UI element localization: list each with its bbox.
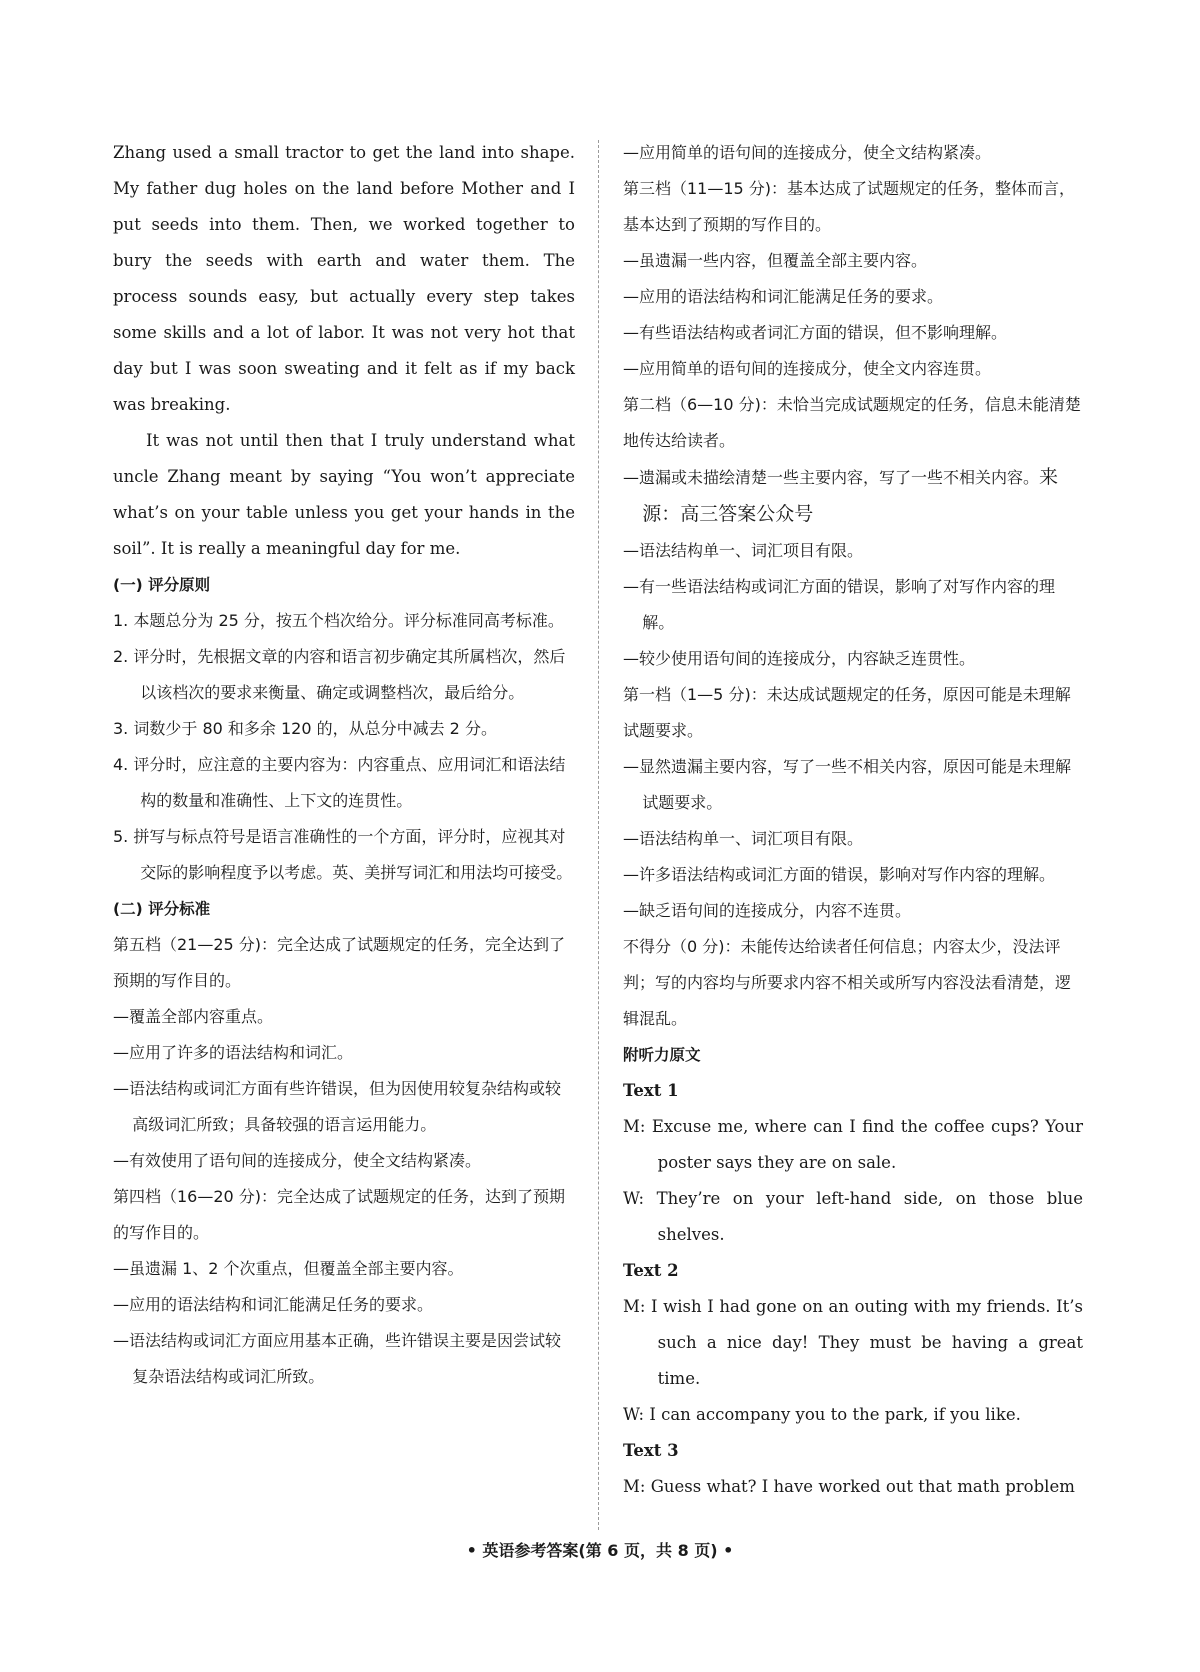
criterion-item: —许多语法结构或词汇方面的错误，影响对写作内容的理解。: [623, 865, 1056, 884]
criterion-item: —语法结构单一、词汇项目有限。: [623, 829, 864, 848]
criterion-item: —虽遗漏一些内容，但覆盖全部主要内容。: [623, 251, 928, 270]
criterion-item: —应用了许多的语法结构和词汇。: [113, 1043, 354, 1062]
grade-title: 第五档（21—25 分)：完全达成了试题规定的任务，完全达到了预期的写作目的。: [113, 935, 566, 990]
text-title: Text 1: [623, 1081, 679, 1100]
dialogue-line: M: Excuse me, where can I find the coffee cups? Your poster says they are on sale.: [623, 1117, 1083, 1172]
right-column: [623, 135, 1083, 1505]
grade-zero: 不得分（0 分)：未能传达给读者任何信息；内容太少，没法评判；写的内容均与所要求内容不相关或所写内容没法看清楚，逻辑混乱。: [623, 937, 1072, 1028]
criterion-item: —有一些语法结构或词汇方面的错误，影响了对写作内容的理解。: [623, 577, 1056, 632]
criterion-item: —应用的语法结构和词汇能满足任务的要求。: [113, 1295, 434, 1314]
text-title: Text 2: [623, 1261, 679, 1280]
source-note: 来源：高三答案公众号: [642, 466, 1059, 525]
left-column: [113, 135, 575, 1395]
principle-item: 4. 评分时，应注意的主要内容为：内容重点、应用词汇和语法结构的数量和准确性、上下文的连贯性。: [113, 755, 566, 810]
text-title: Text 3: [623, 1441, 679, 1460]
criterion-item: —应用的语法结构和词汇能满足任务的要求。: [623, 287, 944, 306]
column-divider: [598, 140, 599, 1530]
criterion-item: —语法结构单一、词汇项目有限。: [623, 541, 864, 560]
criterion-text: —遗漏或未描绘清楚一些主要内容，写了一些不相关内容。: [623, 468, 1040, 487]
criterion-item: —较少使用语句间的连接成分，内容缺乏连贯性。: [623, 649, 976, 668]
criterion-item: —应用简单的语句间的连接成分，使全文内容连贯。: [623, 359, 992, 378]
dialogue-line: W: I can accompany you to the park, if you like.: [623, 1405, 1021, 1424]
criterion-item: —语法结构或词汇方面有些许错误，但为因使用较复杂结构或较高级词汇所致；具备较强的语言运用能力。: [113, 1079, 562, 1134]
section-title: (一) 评分原则: [113, 576, 211, 594]
criterion-item: —应用简单的语句间的连接成分，使全文结构紧凑。: [623, 143, 992, 162]
grade-title: 第一档（1—5 分)：未达成试题规定的任务，原因可能是未理解试题要求。: [623, 685, 1071, 740]
grade-title: 第三档（11—15 分)：基本达成了试题规定的任务，整体而言，基本达到了预期的写作目的。: [623, 179, 1076, 234]
criterion-item: —显然遗漏主要内容，写了一些不相关内容，原因可能是未理解试题要求。: [623, 757, 1072, 812]
criterion-item: —有效使用了语句间的连接成分，使全文结构紧凑。: [113, 1151, 482, 1170]
principle-item: 2. 评分时，先根据文章的内容和语言初步确定其所属档次，然后以该档次的要求来衡量、确定或调整档次，最后给分。: [113, 647, 566, 702]
criterion-item: [623, 459, 1083, 533]
principle-item: 3. 词数少于 80 和多余 120 的，从总分中减去 2 分。: [113, 719, 497, 738]
essay-paragraph: Zhang used a small tractor to get the land into shape. My father dug holes on the land before Mother and I put seeds into them. Then, we worked together to bury the seeds with earth and water them. The process sounds easy, but actually every step takes some skills and a lot of labor. It was not very hot that day but I was soon sweating and it felt as if my back was breaking.: [113, 143, 575, 414]
principle-item: 5. 拼写与标点符号是语言准确性的一个方面，评分时，应视其对交际的影响程度予以考虑。英、美拼写词汇和用法均可接受。: [113, 827, 573, 882]
dialogue-line: M: I wish I had gone on an outing with my friends. It’s such a nice day! They must be having a great time.: [623, 1297, 1083, 1388]
page-footer: • 英语参考答案(第 6 页，共 8 页) •: [466, 1541, 734, 1560]
criterion-item: —缺乏语句间的连接成分，内容不连贯。: [623, 901, 912, 920]
criterion-item: —有些语法结构或者词汇方面的错误，但不影响理解。: [623, 323, 1008, 342]
criterion-item: —语法结构或词汇方面应用基本正确，些许错误主要是因尝试较复杂语法结构或词汇所致。: [113, 1331, 562, 1386]
dialogue-line: W: They’re on your left-hand side, on those blue shelves.: [623, 1189, 1083, 1244]
principle-item: 1. 本题总分为 25 分，按五个档次给分。评分标准同高考标准。: [113, 611, 564, 630]
listening-title: 附听力原文: [623, 1046, 701, 1064]
essay-paragraph: It was not until then that I truly understand what uncle Zhang meant by saying “You won’t appreciate what’s on your table unless you get your hands in the soil”. It is really a meaningful day for me.: [113, 431, 575, 558]
criterion-item: —虽遗漏 1、2 个次重点，但覆盖全部主要内容。: [113, 1259, 464, 1278]
grade-title: 第四档（16—20 分)：完全达成了试题规定的任务，达到了预期的写作目的。: [113, 1187, 566, 1242]
grade-title: 第二档（6—10 分)：未恰当完成试题规定的任务，信息未能清楚地传达给读者。: [623, 395, 1081, 450]
criterion-item: —覆盖全部内容重点。: [113, 1007, 274, 1026]
section-title: (二) 评分标准: [113, 900, 211, 918]
dialogue-line: M: Guess what? I have worked out that math problem: [623, 1477, 1075, 1496]
